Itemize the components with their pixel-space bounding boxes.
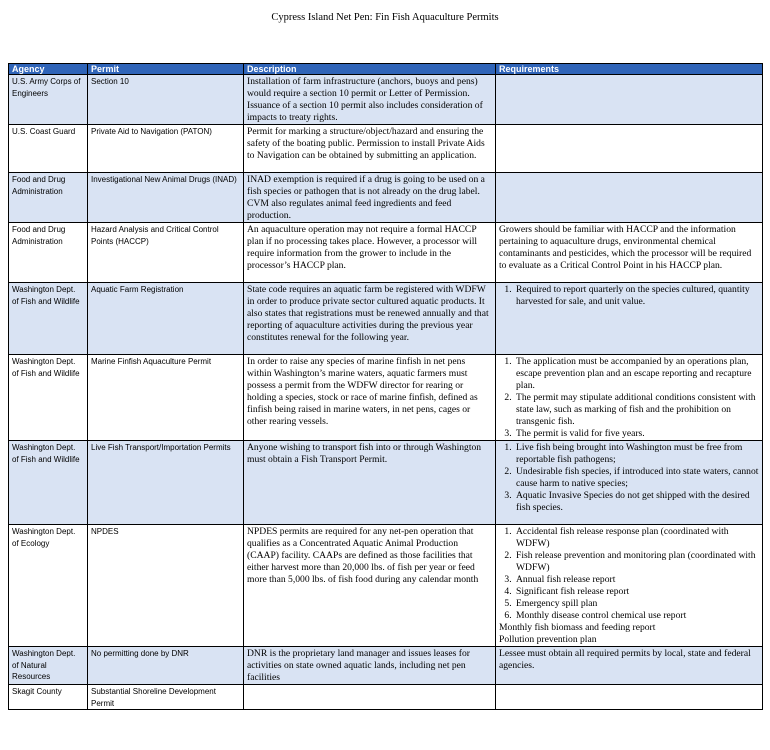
requirement-item: 2. The permit may stipulate additional conditions consistent with state law, such as marking of fish and the prohibition on transgenic fish. [514, 392, 759, 428]
requirement-item: 1. Live fish being brought into Washington must be free from reportable fish pathogens; [514, 442, 759, 466]
permit-cell: NPDES [88, 525, 244, 647]
table-row [9, 283, 763, 355]
requirements-list [499, 356, 759, 440]
description-cell [244, 685, 496, 710]
requirement-item: 5. Emergency spill plan [514, 598, 759, 610]
agency-cell: Washington Dept. of Ecology [9, 525, 88, 647]
table-header-row [9, 64, 763, 75]
agency-cell: Food and Drug Administration [9, 223, 88, 283]
permits-table [8, 63, 763, 710]
table-row [9, 223, 763, 283]
permit-cell: Aquatic Farm Registration [88, 283, 244, 355]
table-row [9, 125, 763, 173]
header-agency: Agency [9, 64, 88, 75]
permit-cell: Live Fish Transport/Importation Permits [88, 441, 244, 525]
description-cell: NPDES permits are required for any net-pen operation that qualifies as a Concentrated Aquatic Animal Production (CAAP) facility. CAAPs are defined as those facilities that either harvest more than 20,000 lbs. of fish per year or feed more than 5,000 lbs. of fish food during any calendar month [244, 525, 496, 647]
table-row [9, 355, 763, 441]
permit-cell: Hazard Analysis and Critical Control Points (HACCP) [88, 223, 244, 283]
requirements-cell: Lessee must obtain all required permits by local, state and federal agencies. [496, 647, 763, 685]
description-cell: Permit for marking a structure/object/hazard and ensuring the safety of the boating public. Permission to install Private Aids to Navigation can be obtained by submitting an application. [244, 125, 496, 173]
requirement-item: 1. Required to report quarterly on the species cultured, quantity harvested for sale, and unit value. [514, 284, 759, 308]
requirements-cell [496, 283, 763, 355]
table-row [9, 441, 763, 525]
requirement-item: 2. Fish release prevention and monitoring plan (coordinated with WDFW) [514, 550, 759, 574]
description-cell: Installation of farm infrastructure (anchors, buoys and pens) would require a section 10 permit or Letter of Permission. Issuance of a section 10 permit also includes consideration of impacts to treaty rights. [244, 75, 496, 125]
header-description: Description [244, 64, 496, 75]
requirements-cell [496, 355, 763, 441]
requirement-item: 3. Annual fish release report [514, 574, 759, 586]
permit-cell: Section 10 [88, 75, 244, 125]
requirement-item: 1. Accidental fish release response plan (coordinated with WDFW) [514, 526, 759, 550]
agency-cell: Washington Dept. of Fish and Wildlife [9, 283, 88, 355]
table-row [9, 685, 763, 710]
agency-cell: Food and Drug Administration [9, 173, 88, 223]
permit-cell: Marine Finfish Aquaculture Permit [88, 355, 244, 441]
requirements-cell: Growers should be familiar with HACCP and the information pertaining to aquaculture drugs, environmental chemical contaminants and pesticides, which the processor will be required to evaluate as a Critical Control Point in his HACCP plan. [496, 223, 763, 283]
requirements-list [499, 284, 759, 308]
requirements-list [499, 442, 759, 514]
permit-cell: Substantial Shoreline Development Permit [88, 685, 244, 710]
requirements-cell [496, 75, 763, 125]
requirements-cell [496, 441, 763, 525]
requirements-cell [496, 173, 763, 223]
description-cell: An aquaculture operation may not require a formal HACCP plan if no processing takes place. However, a processor will require information from the grower to include in the processor’s HACCP plan. [244, 223, 496, 283]
description-cell: INAD exemption is required if a drug is going to be used on a fish species or pathogen that is not already on the drug label. CVM also regulates animal feed ingredients and feed production. [244, 173, 496, 223]
description-cell: Anyone wishing to transport fish into or through Washington must obtain a Fish Transport Permit. [244, 441, 496, 525]
permit-cell: Private Aid to Navigation (PATON) [88, 125, 244, 173]
requirements-cell [496, 525, 763, 647]
description-cell: DNR is the proprietary land manager and issues leases for activities on state owned aquatic lands, including net pen facilities [244, 647, 496, 685]
permit-cell: Investigational New Animal Drugs (INAD) [88, 173, 244, 223]
description-cell: State code requires an aquatic farm be registered with WDFW in order to produce private sector cultured aquatic products. It also states that registrations must be renewed annually and that reporting of aquaculture activities during the previous year constitutes renewal for the following year. [244, 283, 496, 355]
table-row [9, 647, 763, 685]
agency-cell: Washington Dept. of Fish and Wildlife [9, 355, 88, 441]
agency-cell: Washington Dept. of Fish and Wildlife [9, 441, 88, 525]
requirement-item: 4. Significant fish release report [514, 586, 759, 598]
header-requirements: Requirements [496, 64, 763, 75]
agency-cell: Washington Dept. of Natural Resources [9, 647, 88, 685]
table-row [9, 173, 763, 223]
table-row [9, 75, 763, 125]
requirement-item: 2. Undesirable fish species, if introduced into state waters, cannot cause harm to native species; [514, 466, 759, 490]
agency-cell: U.S. Army Corps of Engineers [9, 75, 88, 125]
requirements-list [499, 526, 759, 622]
requirement-note: Monthly fish biomass and feeding report [499, 622, 656, 633]
requirements-cell [496, 125, 763, 173]
document-title: Cypress Island Net Pen: Fin Fish Aquaculture Permits [271, 12, 499, 23]
permit-cell: No permitting done by DNR [88, 647, 244, 685]
agency-cell: U.S. Coast Guard [9, 125, 88, 173]
requirement-item: 1. The application must be accompanied by an operations plan, escape prevention plan and an escape reporting and recapture plan. [514, 356, 759, 392]
agency-cell: Skagit County [9, 685, 88, 710]
requirement-note: Pollution prevention plan [499, 634, 597, 645]
header-permit: Permit [88, 64, 244, 75]
requirement-item: 3. The permit is valid for five years. [514, 428, 759, 440]
requirement-item: 3. Aquatic Invasive Species do not get shipped with the desired fish species. [514, 490, 759, 514]
requirement-item: 6. Monthly disease control chemical use report [514, 610, 759, 622]
table-row [9, 525, 763, 647]
description-cell: In order to raise any species of marine finfish in net pens within Washington’s marine waters, aquatic farmers must possess a permit from the WDFW director for rearing or holding a species, stock or race of marine finfish, defined as finfish being raised in marine waters, in net pens, cages or other rearing vessels. [244, 355, 496, 441]
requirements-cell [496, 685, 763, 710]
